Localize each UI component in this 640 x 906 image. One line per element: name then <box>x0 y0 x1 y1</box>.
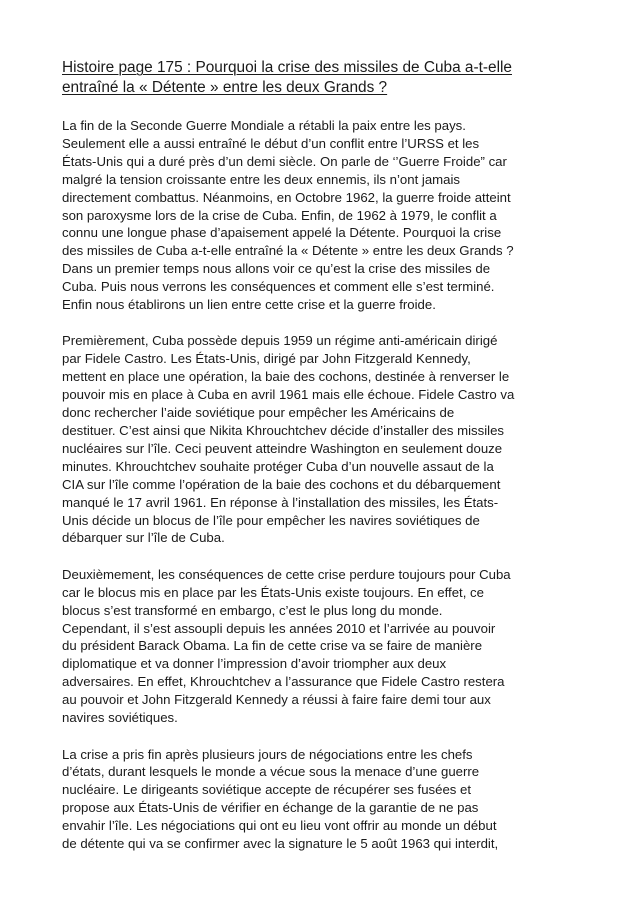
text-line: au pouvoir et John Fitzgerald Kennedy a réussi à faire faire demi tour aux <box>62 692 491 708</box>
text-line: débarquer sur l’île de Cuba. <box>62 530 225 546</box>
document-title <box>62 58 592 98</box>
text-line: Enfin nous établirons un lien entre cette crise et la guerre froide. <box>62 297 436 313</box>
text-line: Cuba. Puis nous verrons les conséquences et comment elle s’est terminé. <box>62 279 495 295</box>
text-line: malgré la tension croissante entre les deux ennemis, ils n’ont jamais <box>62 171 461 187</box>
text-line: Deuxièmement, les conséquences de cette crise perdure toujours pour Cuba <box>62 566 511 582</box>
text-line: directement combattus. Néanmoins, en Octobre 1962, la guerre froide atteint <box>62 189 511 205</box>
text-line: pouvoir mis en place à Cuba en avril 1961 mais elle échoue. Fidele Castro va <box>62 387 515 403</box>
title-line: Histoire page 175 : Pourquoi la crise des missiles de Cuba a-t-elle <box>62 59 512 76</box>
text-line: Dans un premier temps nous allons voir ce qu’est la crise des missiles de <box>62 261 491 277</box>
text-line: minutes. Khrouchtchev souhaite protéger Cuba d’un nouvelle assaut de la <box>62 458 494 474</box>
text-line: destituer. C’est ainsi que Nikita Khrouchtchev décide d’installer des missiles <box>62 423 504 438</box>
text-line: nucléaires sur l’île. Ceci peuvent atteindre Washington en seulement douze <box>62 440 503 456</box>
text-line: envahir l’île. Les négociations qui ont eu lieu vont offrir au monde un début <box>62 818 497 834</box>
text-line: de détente qui va se confirmer avec la signature le 5 août 1963 qui interdit, <box>62 836 499 852</box>
title-line: entraîné la « Détente » entre les deux Grands ? <box>62 79 388 96</box>
text-line: car le blocus mis en place par les États-Unis existe toujours. En effet, ce <box>62 584 484 600</box>
paragraph-introduction <box>62 117 592 314</box>
text-line: Cependant, il s’est assoupli depuis les années 2010 et l’arrivée au pouvoir <box>62 620 496 636</box>
text-line: d’états, durant lesquels le monde a vécue sous la menace d’une guerre <box>62 764 480 780</box>
text-line: adversaires. En effet, Khrouchtchev a l’assurance que Fidele Castro restera <box>62 674 505 690</box>
text-line: États-Unis qui a duré près d’un demi siècle. On parle de ‘’Guerre Froide” car <box>62 153 507 169</box>
document-page <box>62 58 592 871</box>
text-line: La fin de la Seconde Guerre Mondiale a rétabli la paix entre les pays. <box>62 118 466 133</box>
paragraph-second-part <box>62 566 592 727</box>
text-line: mettent en place une opération, la baie des cochons, destinée à renverser le <box>62 369 510 385</box>
text-line: CIA sur l’île comme l’opération de la baie des cochons et du débarquement <box>62 476 501 492</box>
text-line: connu une longue phase d’apaisement appelé la Détente. Pourquoi la crise <box>62 225 502 241</box>
text-line: propose aux États-Unis de vérifier en échange de la garantie de ne pas <box>62 800 479 816</box>
text-line: navires soviétiques. <box>62 710 178 726</box>
text-line: manqué le 17 avril 1961. En réponse à l’installation des missiles, les États- <box>62 494 499 510</box>
text-line: blocus s’est transformé en embargo, c’est le plus long du monde. <box>62 602 443 618</box>
text-line: Premièrement, Cuba possède depuis 1959 un régime anti-américain dirigé <box>62 333 498 349</box>
text-line: diplomatique et va donner l’impression d’avoir triompher aux deux <box>62 656 447 672</box>
text-line: du président Barack Obama. La fin de cette crise va se faire de manière <box>62 638 483 654</box>
text-line: Seulement elle a aussi entraîné le début d’un conflit entre l’URSS et les <box>62 135 480 151</box>
text-line: par Fidele Castro. Les États-Unis, dirigé par John Fitzgerald Kennedy, <box>62 351 471 367</box>
text-line: La crise a pris fin après plusieurs jours de négociations entre les chefs <box>62 746 473 762</box>
text-line: Unis décide un blocus de l’île pour empêcher les navires soviétiques de <box>62 512 480 528</box>
text-line: donc rechercher l’aide soviétique pour empêcher les Américains de <box>62 405 455 421</box>
paragraph-first-part <box>62 332 592 547</box>
text-line: des missiles de Cuba a-t-elle entraîné la « Détente » entre les deux Grands ? <box>62 243 514 259</box>
text-line: son paroxysme lors de la crise de Cuba. Enfin, de 1962 à 1979, le conflit a <box>62 207 497 223</box>
text-line: nucléaire. Le dirigeants soviétique accepte de récupérer ses fusées et <box>62 782 472 798</box>
paragraph-third-part <box>62 746 592 853</box>
